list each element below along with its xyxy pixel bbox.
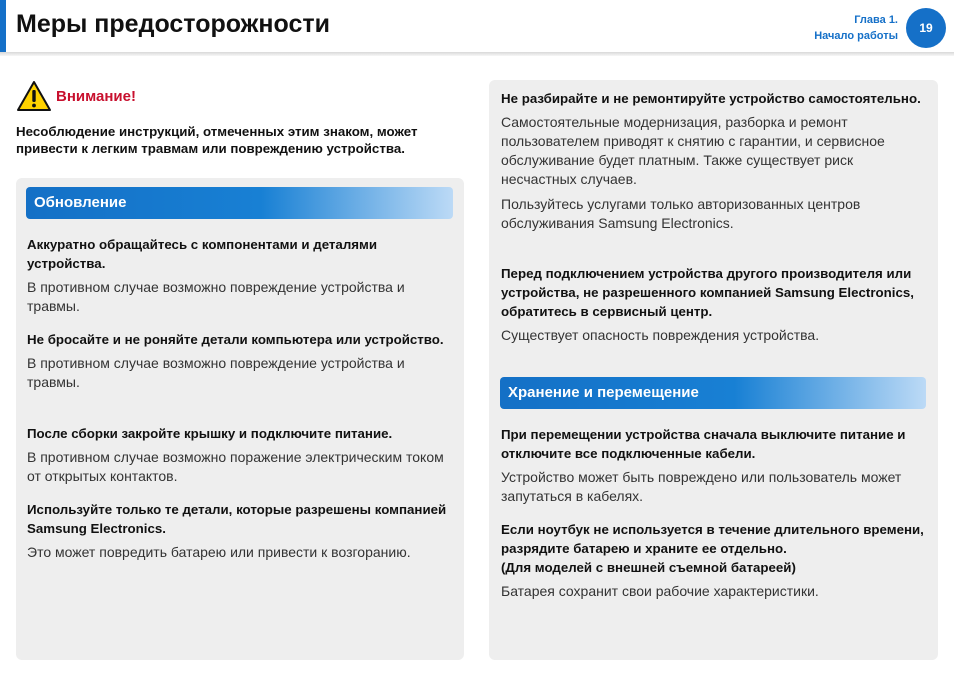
item-heading: Не бросайте и не роняйте детали компьютера или устройство. [27,332,444,347]
item-heading: Используйте только те детали, которые разрешены компанией Samsung Electronics. [27,502,447,536]
chapter-number: Глава 1. [854,14,898,26]
item-body: В противном случае возможно повреждение устройства и травмы. [27,355,405,390]
item-heading: Если ноутбук не используется в течение длительного времени, разрядите батарею и храните ее отдельно. [501,522,924,556]
list-item [501,425,929,506]
list-item [27,500,447,562]
warning-title: Внимание! [56,88,136,105]
item-heading: При перемещении устройства сначала выключите питание и отключите все подключенные кабели. [501,427,906,461]
list-item [27,424,447,486]
item-body: Батарея сохранит свои рабочие характеристики. [501,583,819,599]
item-body: В противном случае возможно повреждение устройства и травмы. [27,279,405,314]
warning-triangle-icon [16,80,52,112]
item-body: Существует опасность повреждения устройства. [501,327,820,343]
item-body: Устройство может быть повреждено или пользователь может запутаться в кабелях. [501,469,902,504]
section-title-update: Обновление [26,187,453,219]
header-accent-bar [0,0,6,52]
item-body-extra: Пользуйтесь услугами только авторизованных центров обслуживания Samsung Electronics. [501,196,861,231]
item-heading: После сборки закройте крышку и подключите питание. [27,426,393,441]
item-body: Это может повредить батарею или привести к возгоранию. [27,544,411,560]
header-divider [0,52,954,56]
list-item [501,89,929,233]
list-item [501,520,929,601]
item-heading: Аккуратно обращайтесь с компонентами и деталями устройства. [27,237,378,271]
item-body: В противном случае возможно поражение электрическим током от открытых контактов. [27,449,444,484]
list-item [501,264,931,345]
item-body: Самостоятельные модернизация, разборка и ремонт пользователем приводят к снятию с гарантии, и сервисное обслуживание будет платным. Также существует риск несчастных случаев. [501,114,885,187]
chapter-label [814,12,898,44]
chapter-title: Начало работы [814,30,898,42]
page-number-badge: 19 [906,8,946,48]
item-heading-note: (Для моделей с внешней съемной батареей) [501,560,796,575]
list-item [27,235,447,316]
item-heading: Перед подключением устройства другого производителя или устройства, не разрешенного компанией Samsung Electronics, обратитесь в сервисный центр. [501,266,914,319]
list-item [27,330,447,392]
item-heading: Не разбирайте и не ремонтируйте устройство самостоятельно. [501,91,921,106]
section-title-storage: Хранение и перемещение [500,377,926,409]
page-title: Меры предосторожности [16,10,330,38]
warning-text: Несоблюдение инструкций, отмеченных этим знаком, может привести к легким травмам или повреждению устройства. [16,124,418,156]
